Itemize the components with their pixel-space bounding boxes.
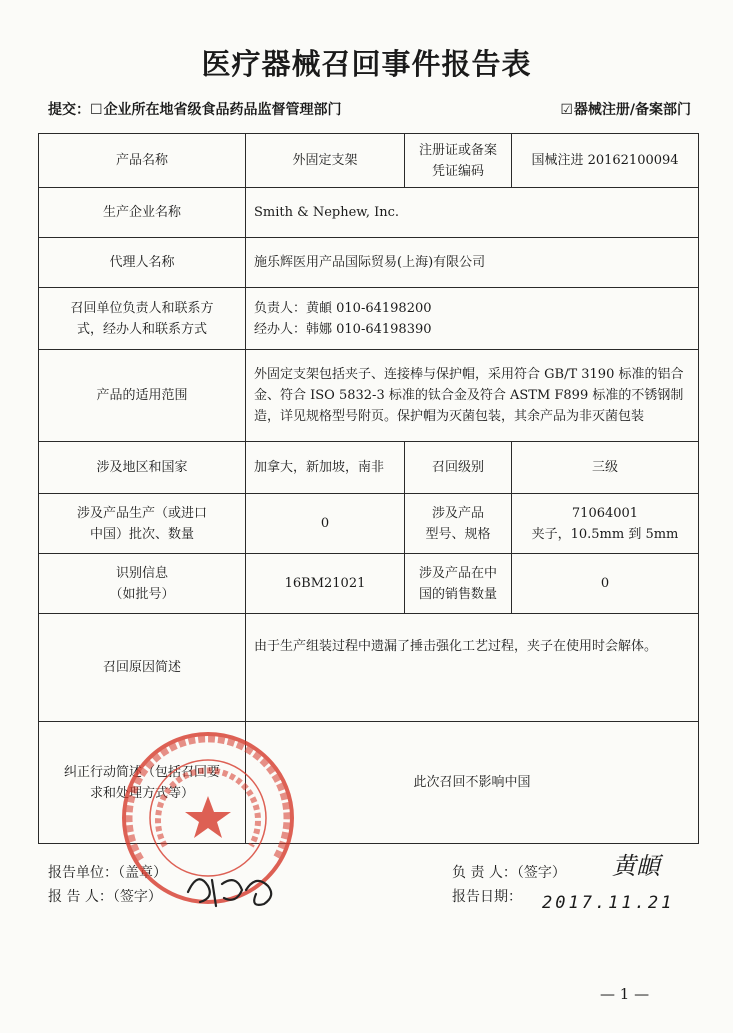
responsible-signature: 黄頔 — [612, 852, 660, 880]
region-label: 涉及地区和国家 — [39, 442, 246, 494]
corrective-action-label: 纠正行动简述（包括召回要 求和处理方式等） — [39, 722, 246, 844]
submit-label: 提交： — [48, 102, 90, 118]
manufacturer-value: Smith & Nephew, Inc. — [246, 188, 699, 238]
id-info-label: 识别信息 （如批号） — [39, 554, 246, 614]
contact-label: 召回单位负责人和联系方 式，经办人和联系方式 — [39, 288, 246, 350]
report-date-label: 报告日期： — [452, 889, 522, 905]
id-info-value: 16BM21021 — [246, 554, 405, 614]
provincial-option-label: 企业所在地省级食品药品监督管理部门 — [103, 102, 342, 118]
registration-option-label: 器械注册/备案部门 — [573, 102, 691, 118]
region-value: 加拿大，新加坡，南非 — [246, 442, 405, 494]
product-name-value: 外固定支架 — [246, 134, 405, 188]
report-unit-seal-note: （盖章） — [118, 865, 167, 881]
page-number: — 1 — — [600, 985, 650, 1003]
contact-value: 负责人：黄頔 010-64198200 经办人：韩娜 010-64198390 — [246, 288, 699, 350]
scope-label: 产品的适用范围 — [39, 350, 246, 442]
company-seal-stamp — [124, 734, 292, 902]
sales-label: 涉及产品在中 国的销售数量 — [405, 554, 512, 614]
provincial-checkbox[interactable]: ☐ — [90, 102, 103, 118]
report-unit-label: 报告单位： — [48, 865, 118, 881]
agent-label: 代理人名称 — [39, 238, 246, 288]
reason-value: 由于生产组装过程中遗漏了捶击强化工艺过程，夹子在使用时会解体。 — [246, 614, 699, 722]
recall-level-value: 三级 — [512, 442, 699, 494]
manufacturer-label: 生产企业名称 — [39, 188, 246, 238]
responsible-label: 负 责 人： — [452, 865, 517, 881]
recall-level-label: 召回级别 — [405, 442, 512, 494]
scope-value: 外固定支架包括夹子、连接棒与保护帽，采用符合 GB/T 3190 标准的铝合金、符合 ISO 5832-3 标准的钛合金及符合 ASTM F899 标准的不锈钢制造，详见规格型号附页。保护帽为灭菌包装，其余产品为非灭菌包装 — [246, 350, 699, 442]
model-label: 涉及产品 型号、规格 — [405, 494, 512, 554]
batch-value: 0 — [246, 494, 405, 554]
corrective-action-value: 此次召回不影响中国 — [246, 722, 699, 844]
reporter-label: 报 告 人： — [48, 889, 113, 905]
reg-no-label: 注册证或备案 凭证编码 — [405, 134, 512, 188]
reg-no-value: 国械注进 20162100094 — [512, 134, 699, 188]
model-value: 71064001 夹子，10.5mm 到 5mm — [512, 494, 699, 554]
agent-value: 施乐辉医用产品国际贸易(上海)有限公司 — [246, 238, 699, 288]
report-date-handwritten: 2017.11.21 — [542, 893, 675, 913]
reason-label: 召回原因简述 — [39, 614, 246, 722]
form-title: 医疗器械召回事件报告表 — [201, 47, 532, 81]
product-name-label: 产品名称 — [39, 134, 246, 188]
reporter-sign-note: （签字） — [112, 889, 162, 905]
responsible-sign-note: （签字） — [516, 865, 566, 881]
sales-value: 0 — [512, 554, 699, 614]
registration-checkbox[interactable]: ☑ — [560, 102, 573, 118]
batch-label: 涉及产品生产（或进口 中国）批次、数量 — [39, 494, 246, 554]
